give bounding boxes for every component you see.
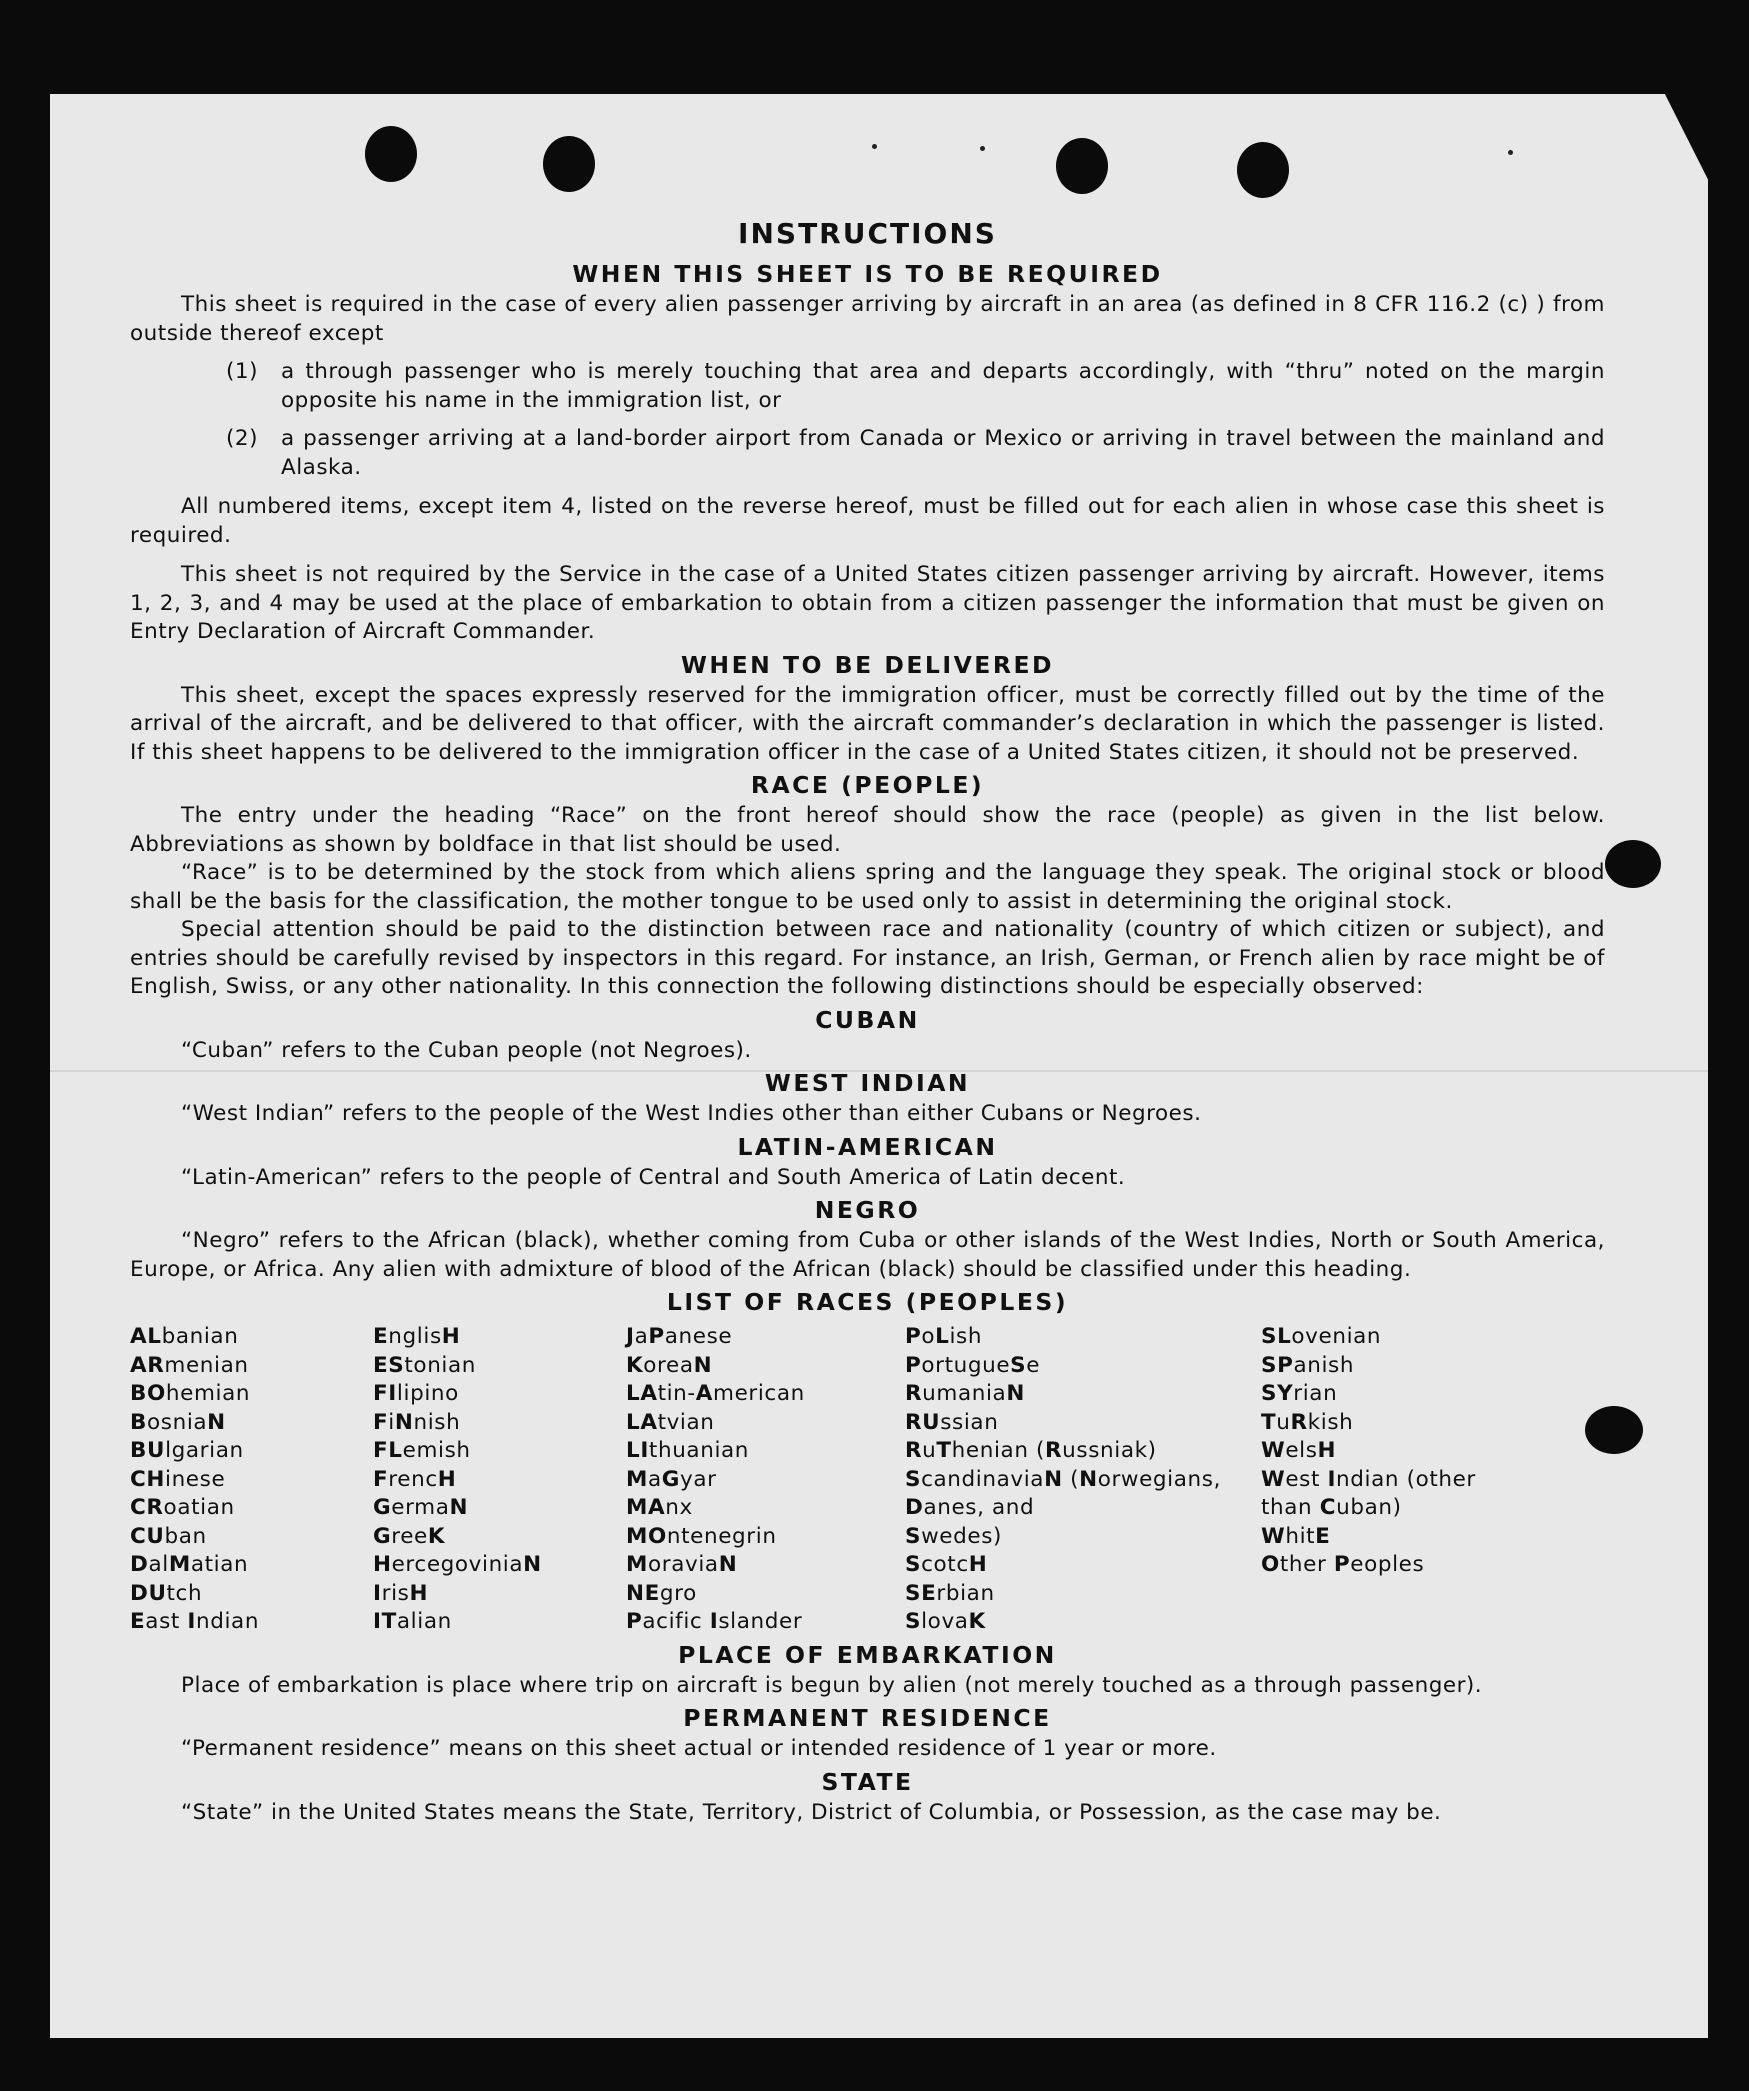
- paragraph: “Cuban” refers to the Cuban people (not Negroes).: [181, 1037, 752, 1063]
- race-entry: ARmenian: [130, 1352, 249, 1378]
- race-entry: PoLish: [905, 1324, 983, 1349]
- race-entry: DUtch: [130, 1580, 203, 1606]
- paragraph: The entry under the heading “Race” on the front hereof should show the race (people) as given in the list below. Abbreviations as shown by boldface in that list should be used.: [130, 803, 1605, 857]
- race-entry: SPanish: [1261, 1352, 1355, 1378]
- section-heading-embarkation: PLACE OF EMBARKATION: [678, 1640, 1057, 1669]
- race-entry: CHinese: [130, 1466, 226, 1492]
- race-entry: SErbian: [905, 1580, 995, 1606]
- section-heading-west-indian: WEST INDIAN: [764, 1069, 971, 1097]
- item-text: a through passenger who is merely touching that area and departs accordingly, with “thru” noted on the margin opposite his name in the immigration list, or: [281, 359, 1605, 413]
- race-entry: MOntenegrin: [626, 1523, 777, 1549]
- races-column: [373, 1323, 626, 1637]
- race-entry: KoreaN: [626, 1352, 713, 1378]
- race-entry: BOhemian: [130, 1381, 251, 1406]
- race-entry: LAtin-American: [626, 1381, 805, 1406]
- race-entry: RuThenian (Russniak): [905, 1438, 1157, 1463]
- race-entry: SlovaK: [905, 1609, 986, 1634]
- section-heading-negro: NEGRO: [814, 1196, 921, 1224]
- paragraph: “Latin-American” refers to the people of Central and South America of Latin decent.: [181, 1164, 1126, 1190]
- paragraph: All numbered items, except item 4, listed on the reverse hereof, must be filled out for each alien in whose case this sheet is required.: [130, 494, 1605, 548]
- race-entry: HercegoviniaN: [373, 1552, 542, 1577]
- races-column: [626, 1323, 905, 1637]
- race-entry: FLemish: [373, 1438, 471, 1463]
- race-entry: MAnx: [626, 1495, 693, 1520]
- punch-hole: [543, 136, 595, 192]
- paragraph: “Race” is to be determined by the stock from which aliens spring and the language they speak. The original stock or blood shall be the basis for the classification, the mother tongue to be used only to assist in determining the original stock.: [130, 860, 1605, 914]
- races-column: [905, 1323, 1261, 1637]
- item-text: a passenger arriving at a land-border airport from Canada or Mexico or arriving in travel between the mainland and Alaska.: [281, 426, 1605, 480]
- race-entry: SLovenian: [1261, 1324, 1382, 1349]
- race-entry: FrencH: [373, 1466, 457, 1492]
- races-column: [1261, 1323, 1521, 1637]
- race-entry: NEgro: [626, 1580, 697, 1606]
- section-heading-latin-american: LATIN-AMERICAN: [737, 1132, 998, 1161]
- item-number: (2): [226, 426, 258, 451]
- race-entry: CUban: [130, 1523, 207, 1549]
- paragraph: Place of embarkation is place where trip on aircraft is begun by alien (not merely touched as a through passenger).: [181, 1672, 1483, 1698]
- race-entry: DalMatian: [130, 1552, 249, 1577]
- race-entry: than Cuban): [1261, 1495, 1402, 1520]
- race-entry: MaGyar: [626, 1466, 717, 1492]
- race-entry: SYrian: [1261, 1381, 1338, 1406]
- race-entry: JaPanese: [626, 1324, 733, 1349]
- punch-hole: [1237, 142, 1289, 198]
- section-heading-delivered: WHEN TO BE DELIVERED: [681, 650, 1054, 679]
- ink-speck: [1508, 150, 1513, 155]
- paragraph: “West Indian” refers to the people of the West Indies other than either Cubans or Negroes.: [181, 1101, 1202, 1126]
- race-entry: ScotcH: [905, 1552, 988, 1577]
- race-entry: BosniaN: [130, 1409, 226, 1435]
- race-entry: FIlipino: [373, 1381, 459, 1406]
- ink-speck: [980, 146, 985, 151]
- section-heading-residence: PERMANENT RESIDENCE: [683, 1704, 1052, 1732]
- race-entry: LAtvian: [626, 1409, 715, 1435]
- races-column: [130, 1323, 373, 1637]
- document-content: [130, 212, 1605, 1827]
- race-entry: BUlgarian: [130, 1438, 244, 1463]
- item-number: (1): [226, 359, 258, 384]
- race-entry: ALbanian: [130, 1324, 239, 1349]
- race-entry: EStonian: [373, 1352, 477, 1378]
- race-entry: EnglisH: [373, 1324, 461, 1349]
- race-entry: Danes, and: [905, 1495, 1035, 1520]
- race-entry: ITalian: [373, 1609, 452, 1634]
- race-entry: WelsH: [1261, 1438, 1337, 1463]
- paragraph: “State” in the United States means the State, Territory, District of Columbia, or Possession, as the case may be.: [181, 1799, 1442, 1825]
- race-entry: CRoatian: [130, 1495, 235, 1520]
- race-entry: TuRkish: [1261, 1409, 1354, 1435]
- ink-speck: [872, 144, 877, 149]
- paragraph: This sheet is required in the case of every alien passenger arriving by aircraft in an area (as defined in 8 CFR 116.2 (c) ) from outside thereof except: [130, 292, 1605, 346]
- list-item: [130, 358, 1605, 415]
- paragraph: “Negro” refers to the African (black), whether coming from Cuba or other islands of the West Indies, North or South America, Europe, or Africa. Any alien with admixture of blood of the African (black) should be classified under this heading.: [130, 1228, 1605, 1282]
- race-entry: FiNnish: [373, 1409, 461, 1435]
- section-heading-race: RACE (PEOPLE): [750, 771, 985, 799]
- paragraph: This sheet is not required by the Service in the case of a United States citizen passenger arriving by aircraft. However, items 1, 2, 3, and 4 may be used at the place of embarkation to obtain from a citizen passenger the information that must be given on Entry Declaration of Aircraft Commander.: [130, 562, 1605, 644]
- race-entry: WhitE: [1261, 1523, 1331, 1549]
- race-entry: RumaniaN: [905, 1381, 1025, 1406]
- races-list: [130, 1323, 1605, 1637]
- race-entry: Pacific Islander: [626, 1609, 803, 1634]
- race-entry: West Indian (other: [1261, 1466, 1476, 1492]
- race-entry: LIthuanian: [626, 1438, 750, 1463]
- paragraph: “Permanent residence” means on this sheet actual or intended residence of 1 year or more.: [181, 1736, 1217, 1761]
- race-entry: MoraviaN: [626, 1552, 738, 1577]
- paragraph: This sheet, except the spaces expressly reserved for the immigration officer, must be correctly filled out by the time of the arrival of the aircraft, and be delivered to that officer, with the aircraft commander’s declaration in which the passenger is listed. If this sheet happens to be delivered to the immigration officer in the case of a United States citizen, it should not be preserved.: [130, 682, 1605, 765]
- ink-blot: [1605, 840, 1661, 888]
- race-entry: East Indian: [130, 1609, 260, 1634]
- list-item: [130, 425, 1605, 482]
- race-entry: GermaN: [373, 1495, 469, 1520]
- race-entry: Swedes): [905, 1523, 1002, 1549]
- section-heading-cuban: CUBAN: [815, 1005, 920, 1034]
- race-entry: IrisH: [373, 1580, 429, 1606]
- race-entry: RUssian: [905, 1409, 999, 1435]
- section-heading-required: WHEN THIS SHEET IS TO BE REQUIRED: [572, 260, 1163, 288]
- punch-hole: [1056, 138, 1108, 194]
- race-entry: ScandinaviaN (Norwegians,: [905, 1466, 1222, 1492]
- section-heading-state: STATE: [821, 1767, 914, 1796]
- race-entry: PortugueSe: [905, 1352, 1041, 1378]
- race-entry: Other Peoples: [1261, 1552, 1425, 1577]
- paragraph: Special attention should be paid to the distinction between race and nationality (country of which citizen or subject), and entries should be carefully revised by inspectors in this regard. For instance, an Irish, German, or French alien by race might be of English, Swiss, or any other nationality. In this connection the following distinctions should be especially observed:: [130, 917, 1605, 999]
- punch-hole: [365, 126, 417, 182]
- section-heading-list-of-races: LIST OF RACES (PEOPLES): [666, 1288, 1069, 1316]
- race-entry: GreeK: [373, 1523, 446, 1549]
- page-title: INSTRUCTIONS: [738, 217, 997, 250]
